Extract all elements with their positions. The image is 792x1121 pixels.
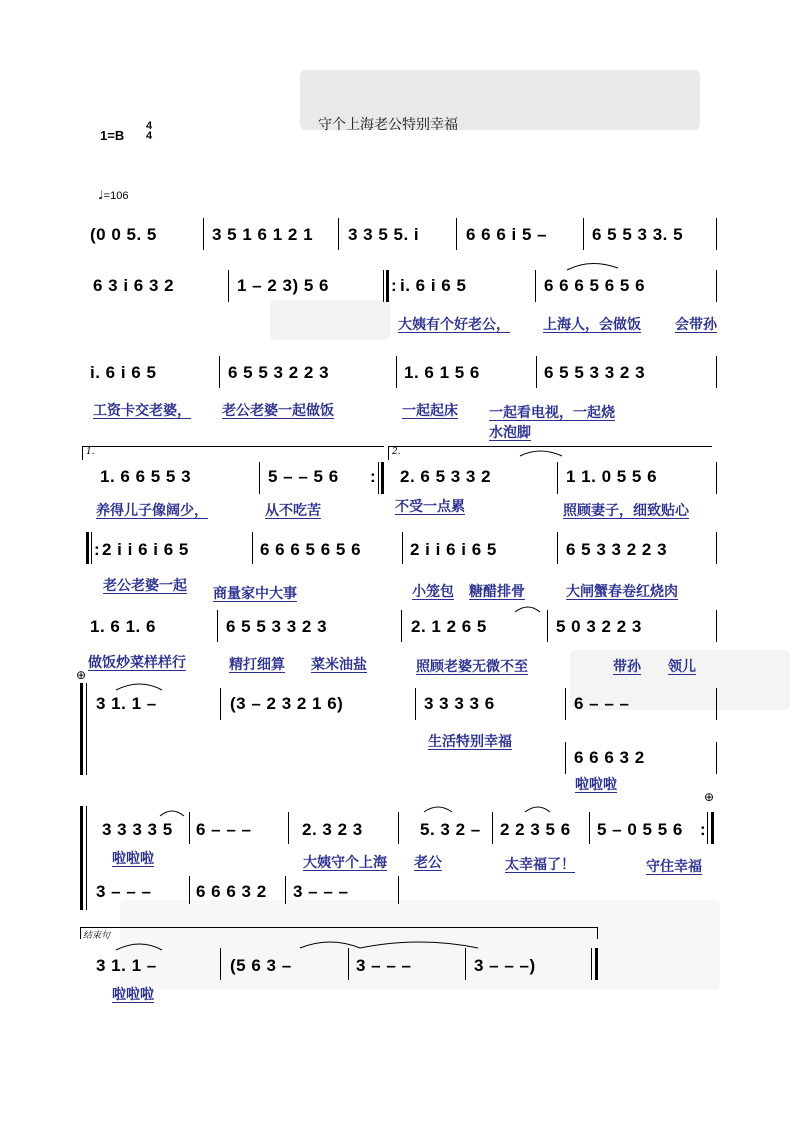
- repeat-end-thick: [381, 462, 384, 494]
- final-barline-thin: [591, 948, 592, 980]
- bar: 2. 1 2 6 5: [411, 617, 487, 636]
- bar: 2 i i 6 i 6 5: [102, 540, 189, 559]
- ending-label: 结束句: [83, 931, 111, 941]
- repeat-end-thick: [711, 812, 714, 844]
- repeat-start: [91, 532, 92, 564]
- scan-smudge: [120, 900, 720, 990]
- bar: 6 6 6 5 6 5 6: [260, 540, 362, 559]
- bar: 3 1. 1 –: [96, 694, 157, 713]
- lyric: 会带孙: [675, 317, 717, 333]
- time-sig-bottom: 4: [145, 130, 153, 142]
- bar: 5. 3 2 –: [420, 820, 481, 839]
- bar: 2 2 3 5 6: [500, 820, 571, 839]
- repeat-start: [383, 270, 384, 302]
- lyric: 大闸蟹春卷红烧肉: [566, 584, 678, 600]
- bar: 6 6 6 3 2: [196, 882, 267, 901]
- barline: [716, 532, 717, 564]
- slur: [525, 807, 550, 812]
- barline: [203, 218, 204, 250]
- repeat-dots: :: [391, 276, 398, 295]
- barline: [415, 688, 416, 720]
- key-signature: 1=B: [100, 128, 125, 143]
- lyric: 守住幸福: [646, 859, 702, 875]
- bar: 6 5 3 3 2 2 3: [566, 540, 668, 559]
- lyric: 啦啦啦: [112, 987, 154, 1003]
- lyric: 领儿: [668, 659, 696, 675]
- barline: [547, 610, 548, 642]
- volta-1-hook: [82, 446, 83, 460]
- barline: [583, 218, 584, 250]
- barline: [716, 742, 717, 774]
- tempo-marking: [98, 184, 128, 203]
- lyric: 养得儿子像阔少，: [96, 503, 208, 519]
- bar: 6 3 i 6 3 2: [93, 276, 175, 295]
- barline: [338, 218, 339, 250]
- repeat-end: [378, 462, 379, 494]
- barline: [285, 876, 286, 904]
- bar: 3 – – –: [356, 956, 412, 975]
- bar: 1. 6 6 5 5 3: [100, 467, 192, 486]
- lyric: 老公: [414, 855, 442, 871]
- final-barline-thick: [595, 948, 598, 980]
- barline: [398, 876, 399, 904]
- lyric: 工资卡交老婆，: [93, 403, 191, 419]
- lyric: 菜米油盐: [311, 657, 367, 673]
- bar: 2. 6 5 3 3 2: [400, 467, 492, 486]
- lyric: 啦啦啦: [112, 851, 154, 867]
- lyric: 照顾妻子，细致贴心: [563, 503, 689, 519]
- repeat-dots: :: [700, 820, 707, 839]
- bar: (5 6 3 –: [230, 956, 292, 975]
- ending-bracket: [80, 927, 598, 928]
- repeat-end: [707, 812, 708, 844]
- barline: [189, 876, 190, 904]
- bar: (0 0 5. 5: [90, 225, 157, 244]
- bar: 5 – 0 5 5 6: [597, 820, 683, 839]
- barline: [535, 270, 536, 302]
- barline: [220, 688, 221, 720]
- barline: [565, 742, 566, 774]
- barline: [189, 812, 190, 844]
- barline: [557, 462, 558, 494]
- barline: [228, 270, 229, 302]
- bar: 6 6 6 i 5 –: [466, 225, 548, 244]
- volta-2-label: 2.: [392, 447, 401, 457]
- barline: [348, 948, 349, 980]
- bar: 3 3 3 3 6: [424, 694, 495, 713]
- song-title: 守个上海老公特别幸福: [318, 117, 458, 133]
- barline: [396, 356, 397, 388]
- system-bracket: [80, 683, 83, 775]
- slur: [515, 607, 540, 612]
- barline: [220, 948, 221, 980]
- bar: 1 – 2 3) 5 6: [237, 276, 330, 295]
- lyric: 照顾老婆无微不至: [416, 659, 528, 675]
- slur: [116, 684, 162, 690]
- bar: 6 5 5 3 3. 5: [592, 225, 684, 244]
- lyric: 从不吃苦: [265, 503, 321, 519]
- barline: [716, 688, 717, 720]
- barline: [402, 532, 403, 564]
- coda-icon: ⊕: [704, 790, 715, 804]
- lyric: 带孙: [613, 659, 641, 675]
- barline: [716, 356, 717, 388]
- barline: [398, 812, 399, 844]
- volta-2-bracket: [388, 446, 712, 447]
- barline: [259, 462, 260, 494]
- barline: [716, 610, 717, 642]
- bar: i. 6 i 6 5: [90, 363, 157, 382]
- time-sig-top: 4: [145, 120, 153, 132]
- system-bracket: [80, 806, 83, 910]
- barline: [219, 356, 220, 388]
- lyric: 一起起床: [402, 403, 458, 419]
- bar: 6 6 6 3 2: [574, 748, 645, 767]
- barline: [217, 610, 218, 642]
- volta-2-hook: [388, 446, 389, 460]
- lyric: 一起看电视，一起烧: [489, 405, 615, 421]
- volta-1-label: 1.: [86, 447, 95, 457]
- tempo-value: =106: [103, 190, 129, 202]
- barline: [716, 462, 717, 494]
- ending-hook: [597, 927, 598, 939]
- bar: 3 3 3 3 5: [102, 820, 173, 839]
- bar: 1. 6 1. 6: [90, 617, 156, 636]
- bar: 6 – – –: [196, 820, 252, 839]
- lyric: 糖醋排骨: [469, 584, 525, 600]
- bar: 2 i i 6 i 6 5: [410, 540, 497, 559]
- bar: 3 3 5 5. i: [348, 225, 420, 244]
- lyric: 大姨有个好老公，: [398, 317, 510, 333]
- barline: [716, 270, 717, 302]
- bar: 3 5 1 6 1 2 1: [212, 225, 314, 244]
- bar: 5 – – 5 6: [268, 467, 339, 486]
- bar: 6 6 6 5 6 5 6: [544, 276, 646, 295]
- bar: i. 6 i 6 5: [400, 276, 467, 295]
- ending-hook: [80, 927, 81, 939]
- barline: [465, 948, 466, 980]
- slur: [520, 451, 562, 456]
- barline: [252, 532, 253, 564]
- slur: [160, 811, 184, 816]
- bar: 6 5 5 3 3 2 3: [226, 617, 328, 636]
- bar: 6 5 5 3 2 2 3: [228, 363, 330, 382]
- barline: [565, 688, 566, 720]
- lyric: 不受一点累: [395, 499, 465, 515]
- scan-smudge: [270, 300, 390, 340]
- bar: 3 – – –: [293, 882, 349, 901]
- bar: (3 – 2 3 2 1 6): [230, 694, 344, 713]
- quarter-note-icon: ♩: [98, 188, 104, 202]
- lyric: 老公老婆一起做饭: [222, 403, 334, 419]
- bar: 3 1. 1 –: [96, 956, 157, 975]
- system-bracket-thin: [86, 683, 87, 775]
- repeat-dots: :: [370, 467, 377, 486]
- lyric: 上海人，会做饭: [543, 317, 641, 333]
- bar: 5 0 3 2 2 3: [556, 617, 642, 636]
- slur: [567, 263, 618, 270]
- barline: [557, 532, 558, 564]
- barline: [536, 356, 537, 388]
- barline: [401, 610, 402, 642]
- bar: 2. 3 2 3: [302, 820, 363, 839]
- lyric: 小笼包: [412, 584, 454, 600]
- lyric: 水泡脚: [489, 425, 531, 441]
- lyric: 做饭炒菜样样行: [88, 655, 186, 671]
- bar: 6 5 5 3 3 2 3: [544, 363, 646, 382]
- repeat-start-thick: [386, 270, 389, 302]
- lyric: 老公老婆一起: [103, 578, 187, 594]
- barline: [456, 218, 457, 250]
- bar: 3 – – –: [96, 882, 152, 901]
- coda-icon: ⊕: [76, 668, 87, 682]
- bar: 1. 6 1 5 6: [404, 363, 480, 382]
- bar: 3 – – –): [474, 956, 536, 975]
- slur: [424, 807, 452, 812]
- lyric: 啦啦啦: [575, 777, 617, 793]
- repeat-start-thick: [86, 532, 89, 564]
- volta-1-bracket: [82, 446, 384, 447]
- bar: 1 1. 0 5 5 6: [566, 467, 658, 486]
- time-signature: [143, 121, 155, 141]
- lyric: 精打细算: [229, 657, 285, 673]
- lyric: 生活特别幸福: [428, 734, 512, 750]
- lyric: 太幸福了！: [505, 857, 575, 873]
- lyric: 大姨守个上海: [303, 855, 387, 871]
- barline: [589, 812, 590, 844]
- barline: [492, 812, 493, 844]
- system-bracket-thin: [86, 806, 87, 910]
- bar: 6 – – –: [574, 694, 630, 713]
- lyric: 商量家中大事: [213, 586, 297, 602]
- barline: [716, 218, 717, 250]
- repeat-dots: :: [94, 540, 101, 559]
- barline: [288, 812, 289, 844]
